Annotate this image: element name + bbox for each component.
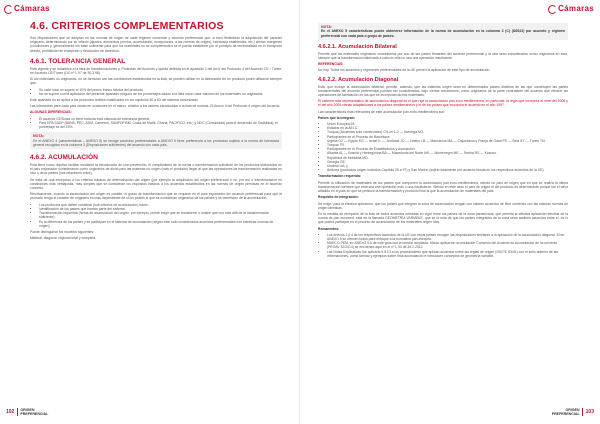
diagonal-paragraph-2: El sistema más representativo de acumulación diagonal es el que rige la acumulación pan-euro-mediterránea, en particular, la regla que incorpora el nivel del 2005 y el del año 2005 ciertas adaptaciones a los países mediterráneos y el de los países que incorpora el acuerdo en el año 1997. — [318, 99, 568, 108]
diferencias-heading: ALGUNAS DIFERENCIAS: — [30, 110, 72, 115]
integracion-heading: Requisito de integración: — [318, 195, 359, 200]
section-title-diagonal: 4.6.2.2. Acumulación Diagonal — [318, 76, 399, 83]
list-item: • Albania AL — Bosnia y Herzegovina BA — Macedonia del Norte MK — Montenegro ME — Serbia RS — Kosovo. — [327, 151, 568, 155]
footer-label — [17, 408, 48, 416]
intro-paragraph: Son disposiciones que se adoptan en las normas de origen de cada régimen comercial y acuerdo preferencial que, si bien flexibilizan la adquisición del carácter originario, determinando por su criterio (ajustes, elementos previos, acumulación, excepciones, a las normas de origen), tolerancia establecida, etc.) ciertos márgenes (condiciones y, generalmente sin base suficiente para que los materiales no se complementen se le pueda establecer por el principio de territorialidad en el transporte directo, prohibición de excepción y devolución de derechos. — [30, 36, 282, 53]
note-box — [30, 132, 282, 149]
camaras-logo-icon — [548, 4, 557, 13]
logo-text: Cámaras — [14, 4, 50, 13]
referencias-heading: REFERENCIAS: — [318, 62, 344, 67]
remanentes-heading: Remanentes: — [318, 226, 340, 231]
note-box — [318, 23, 568, 40]
integracion-text-1: Se exige, para la efectiva aplicación, que los países que integran la zona de acumulación tengan con valores acuerdos de libre comercio con las mismas normas de origen idénticas. — [318, 201, 568, 210]
page-number: 103 — [585, 408, 594, 415]
chapter-title: 4.6. CRITERIOS COMPLEMENTARIOS — [30, 20, 224, 32]
section-title-tolerancia: 4.6.1. TOLERANCIA GENERAL — [30, 57, 126, 65]
transformacion-heading: Transformación requerida: — [318, 174, 361, 179]
list-item: • Transformación requerida (forma de acumulación del origen, por ejemplo, puede exigir que se transforme o realice que nos más allá de la transformación suficiente). — [39, 211, 282, 219]
transformacion-text: Permite la utilización de materiales de los países que componen la acumulación pan-euro-mediterránea, siendo un país de origen que en que se realiza la última transformación siempre que ésta sea una operación más o una insuficiente. Siendo en este caso el país de origen el del producto es determinante porque fue el valor añadido en el país en que se produce la transformación y producto final al que la acumulación de materiales del país. — [318, 180, 568, 194]
footer-line-2: PREFERENCIAL — [20, 411, 49, 416]
right-column — [318, 20, 568, 260]
diagonal-paragraph-1: Está, que incluye la acumulación bilateral, permite, además, que las materias origen sean en determinados países distintos de las que constituyen las partes fundamentales del acuerdo preferencial puedan ser considerados, bajo ciertas condiciones, como originarios de la parte contratante del acuerdo que efectúe las operaciones de fabricación en las que se incorporan dichos materiales. — [318, 84, 568, 98]
tolerancia-paragraph-1: Está vigente y se establece a la lista de transformaciones y, Protectas del Acuerdo y queda definida en el apartado 2 del Art.6 del Protocolo 4 del Acuerdo CE / Túnez, en Acuerdo CE/Túnez (DO nº L 97 de 30.3.98). — [30, 66, 282, 76]
paises-heading: Países que la integran: — [318, 115, 355, 120]
camaras-logo — [4, 4, 50, 13]
referencias-text: No hay. Todos los acuerdos y regímenes preferenciales de la UE prevén la aplicación de este tipo de acumulación. — [318, 68, 491, 73]
footer-label — [552, 408, 583, 416]
list-item: • No se supere con la aplicación del presente apartado ninguno de los porcentajes dados a la lista como valor máximo de los materiales no originarios. — [39, 92, 282, 96]
list-item: • Para EPA SADP (BANS, PEC, ADM, Camerún, SANPOFISM, Costa de Marfil, Ghana, PACIFICO, etc.) y NDC (Comunidad) para el desarrollo de Sudáfrica), el porcentaje es del 15%. — [39, 121, 282, 129]
list-item: • Identificación de los países que forman parte del sistema. — [39, 207, 282, 211]
tolerancia-list — [30, 88, 282, 96]
note-label: NOTA: — [321, 25, 333, 29]
note-text: En el ANEXO 5 características puede obtenerse información de la norma de acumulación en la columna 3 (C) (8/2023) por acuerdo y régimen preferencial con cada país o grupo de países. — [321, 29, 565, 38]
acumulacion-paragraph-1: Esta tiene como objetivo facilitar mediante la introducción de una prevención, el cumplimiento de la norma o transformación suficiente de los productos elaborados en el país exportador considerando como originarios de dicho país las materias no origen (más el producto) llegar al que las operaciones de transformación realizadas en otro u otros países (sus relaciones entre). — [30, 163, 282, 176]
list-item: • Ucrania UA; y — [327, 164, 568, 168]
tolerancia-paragraph-4: Las tolerancias para cada país varían en ocasiones en el marco, relativo a los valores introducidos a la lista de normas. El Anexo II del Protocolo 4 origen del Acuerdo. — [30, 104, 281, 109]
list-item: • Turquía TR. — [327, 143, 568, 147]
camaras-logo — [548, 4, 594, 13]
camaras-logo-icon — [4, 4, 13, 13]
acumulacion-paragraph-2: Se trata de una excepción a los criterios básicos de determinación del origen (por ejemplo la adquisición del origen preferencial o no, por así o transformación en condiciones más ventajosas, más simples que se consideran los requisitos básicos a los acuerdos establecidos en las normas de origen previstas en el acuerdo concreto. — [30, 177, 282, 191]
left-footer — [6, 408, 48, 416]
right-page — [300, 0, 600, 424]
paises-list — [318, 122, 568, 172]
list-item: • Los productos que deben combinar (sub criterios de acumulación) hacer: — [39, 203, 282, 207]
footer-line-1: ORIGEN — [20, 407, 35, 412]
diagonal-paragraph-3: Las características más relevantes de este acumulación pan-euro-mediterránea son: — [318, 109, 446, 114]
section-title-bilateral: 4.6.2.1. Acumulación Bilateral — [318, 43, 397, 50]
right-footer — [552, 408, 594, 416]
left-column — [30, 20, 282, 242]
logo-text: Cámaras — [558, 4, 594, 13]
integracion-text-2: En la medida de recepción de la lista de todos acuerdos entradas en vigor entre los países de la zona panafricana, que permita la efectiva aplicación efectiva de la norma de pan-euromed, está en la llamada GEOMETRÍA VARIABLE, que se la nota de que los países integrados de la zona sean también acuerdos entre sí, es lo que podría participar en el proceso de acumulación de los materiales origen idos. — [318, 211, 568, 225]
list-item: • Los Anexos 2 y 4 de los respectivos acuerdos de la UE con estos países recogen las disposiciones similares a la aplicación de la acumulación diagonal. El en ANEXO 5 se ofrecen todos para enfoque a la normativa pan-europea. — [327, 233, 568, 241]
footer-line-1: ORIGEN — [565, 407, 580, 412]
bilateral-paragraph: Permite que los materiales originarios comunitarios por uno de las partes firmantes del acuerdo preferencial y la otra sean considerados como originarios en esta, siempre que la transformación fabricada a cabo en ella no sea una operación insuficiente. — [318, 51, 568, 61]
list-item: • Argelia DZ — Egipto EG — Israel IL — Jordania JO — Líbano LB — Marruecos MA — Cisjordania y Franja de Gaza PS — Siria SY — Túnez TN. — [327, 139, 568, 143]
list-item: • Es la diferencia de los países y se participan en el sistema de acumulación (según este sólo considerados acuerdos preferenciales con idénticas normas de origen). — [39, 220, 282, 228]
modelos-text: bilateral, diagonal, regional total y completa. — [30, 236, 97, 241]
tolerancia-paragraph-3: Este apartado no se aplica a los productos textiles clasificados en los capítulos 50 a 63 del sistema armonizado. — [30, 98, 199, 103]
list-item: • Andorra (productos origen incluidos Capítulo 25 a 97) y San Marino (sujeto totalmente por acuerdo tienda en los respectivos acuerdos de la CE). — [327, 168, 568, 172]
remanentes-list — [318, 233, 568, 258]
acumulacion-list — [30, 203, 282, 228]
diferencias-list — [30, 117, 282, 130]
acumulacion-paragraph-3: Efectivamente, cuando la acumulación del origen es posible, el grado de transformación que se requiere en el país exportador del acuerdo preferencial para que el producto tenga el carácter de originario es más dependiente de si los países sí que se consideran originarios de los países y se beneficien de la acumulación. — [30, 192, 282, 201]
page-number: 102 — [6, 408, 15, 415]
list-item: • El acuerdo CE/Suiza no tiene incluida esta cláusula de tolerancia general. — [39, 117, 282, 121]
section-title-acumulacion: 4.6.2. ACUMULACIÓN — [30, 154, 98, 162]
list-item: • Estados en la AELC. — [327, 126, 568, 130]
list-item: • Su valor total no supere el 10% del precio franco fábrica del producto. — [39, 88, 282, 92]
modelos-heading: Puede distinguirse los modelos siguientes: — [30, 229, 95, 234]
list-item: • República de Moldavia MD. — [327, 156, 568, 160]
list-item: • Las Notas Explicativas fue aplicado 5.5.13 a los procedimiento que aplican acuerdos sobre las reglas de origen (2007/C 83/01) con el sello anterior de las informaciones, como farmac y ejemplos sobre esta acumulación e introducen conceptos de geometría variable. — [327, 250, 568, 258]
note-text: En el ANEXO 4 (características – ANEXO 5) se recoge acuerdos preferenciales a ANEXO 5 tiene preferencia a los productos sujetos a la norma de tolerancia general recogidos en la columna 3 (Disposiciones suficientes) del acuerdo con cada país. — [33, 138, 279, 147]
list-item: • Unión Europea 28. — [327, 122, 568, 126]
list-item: • Turquía (Acuerdos solo comerciales) CH-ch 1-2 — Noruega NO. — [327, 130, 568, 134]
tolerancia-paragraph-2: Si los materiales no originarios, no se formulan con las condiciones establecidas en la lista, se pueden utilizar en la fabricación de un producto podrá utilizarse siempre que: — [30, 77, 282, 86]
note-label: NOTA: — [33, 134, 45, 139]
list-item: • Georgia GE. — [327, 160, 568, 164]
list-item: • MARCO PEM, en ANEXO 5.6 de este guía con la versión ampliada. Marco aplicación acumulación Convenio del Acuerdo de Acumulación de la convenio (PEGAV 32/2014) se encuentra aquí en el nº L 54 de 26.2.2012. — [327, 241, 568, 249]
list-item: • Participantes en el Proceso de Estabilización y Asociación: — [327, 147, 568, 151]
list-item: • Participantes en el Proceso de Barcelona: — [327, 135, 568, 139]
footer-line-2: PREFERENCIAL — [551, 411, 580, 416]
